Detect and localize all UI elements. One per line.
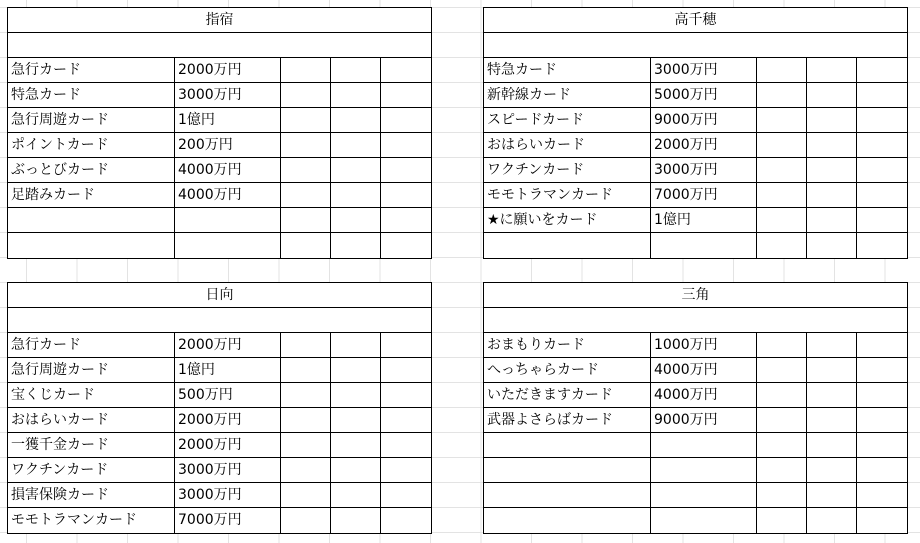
card-name-cell[interactable]: おまもりカード xyxy=(484,333,651,357)
card-price-cell[interactable]: 3000万円 xyxy=(651,58,757,82)
table-row xyxy=(8,483,431,508)
card-name-cell[interactable]: ★に願いをカード xyxy=(484,208,651,232)
table-row xyxy=(8,508,431,533)
card-name-cell[interactable]: 武器よさらばカード xyxy=(484,408,651,432)
empty-cell[interactable] xyxy=(281,208,331,232)
card-price-cell[interactable]: 9000万円 xyxy=(651,108,757,132)
card-name-cell[interactable] xyxy=(8,233,175,258)
card-price-cell[interactable]: 2000万円 xyxy=(175,333,281,357)
empty-cell[interactable] xyxy=(281,333,331,357)
empty-cell[interactable] xyxy=(807,508,857,533)
card-price-cell[interactable]: 1億円 xyxy=(651,208,757,232)
empty-cell[interactable] xyxy=(757,108,807,132)
empty-cell[interactable] xyxy=(381,158,431,182)
table-row xyxy=(484,233,907,258)
empty-cell[interactable] xyxy=(857,383,907,407)
table-row xyxy=(8,233,431,258)
card-name-cell[interactable]: 急行周遊カード xyxy=(8,358,175,382)
card-price-cell[interactable] xyxy=(651,458,757,482)
empty-cell[interactable] xyxy=(281,458,331,482)
table-row xyxy=(8,58,431,83)
empty-cell[interactable] xyxy=(857,108,907,132)
table-row xyxy=(484,83,907,108)
empty-cell[interactable] xyxy=(857,233,907,258)
empty-cell[interactable] xyxy=(807,408,857,432)
empty-cell[interactable] xyxy=(281,108,331,132)
card-name-cell[interactable]: ぶっとびカード xyxy=(8,158,175,182)
table-row xyxy=(8,208,431,233)
card-name-cell[interactable]: 新幹線カード xyxy=(484,83,651,107)
empty-cell[interactable] xyxy=(331,358,381,382)
card-price-cell[interactable] xyxy=(651,433,757,457)
empty-cell[interactable] xyxy=(281,183,331,207)
card-price-cell[interactable]: 4000万円 xyxy=(651,358,757,382)
table-row xyxy=(8,108,431,133)
card-name-cell[interactable]: 足踏みカード xyxy=(8,183,175,207)
table-row xyxy=(8,183,431,208)
card-name-cell[interactable] xyxy=(484,233,651,258)
card-price-cell[interactable]: 3000万円 xyxy=(175,483,281,507)
empty-cell[interactable] xyxy=(381,433,431,457)
empty-cell[interactable] xyxy=(281,58,331,82)
empty-cell[interactable] xyxy=(807,58,857,82)
table-row xyxy=(484,208,907,233)
card-name-cell[interactable]: いただきますカード xyxy=(484,383,651,407)
empty-cell[interactable] xyxy=(757,158,807,182)
empty-cell[interactable] xyxy=(281,133,331,157)
card-name-cell[interactable]: モモトラマンカード xyxy=(484,183,651,207)
card-price-cell[interactable] xyxy=(175,233,281,258)
shop-table-hyuga xyxy=(7,282,432,534)
card-price-cell[interactable]: 9000万円 xyxy=(651,408,757,432)
empty-cell[interactable] xyxy=(381,208,431,232)
card-name-cell[interactable]: 急行カード xyxy=(8,58,175,82)
card-price-cell[interactable]: 2000万円 xyxy=(175,58,281,82)
empty-cell[interactable] xyxy=(331,483,381,507)
empty-cell[interactable] xyxy=(381,483,431,507)
empty-cell[interactable] xyxy=(757,508,807,533)
card-price-cell[interactable]: 1000万円 xyxy=(651,333,757,357)
table-row xyxy=(8,133,431,158)
card-name-cell[interactable] xyxy=(484,433,651,457)
empty-cell[interactable] xyxy=(281,233,331,258)
card-name-cell[interactable] xyxy=(484,508,651,533)
empty-cell[interactable] xyxy=(857,183,907,207)
table-row xyxy=(8,358,431,383)
table-row xyxy=(484,158,907,183)
blank-row[interactable] xyxy=(8,308,431,333)
card-price-cell[interactable] xyxy=(175,208,281,232)
empty-cell[interactable] xyxy=(281,83,331,107)
card-price-cell[interactable]: 3000万円 xyxy=(175,458,281,482)
empty-cell[interactable] xyxy=(331,458,381,482)
table-row xyxy=(484,58,907,83)
empty-cell[interactable] xyxy=(331,133,381,157)
empty-cell[interactable] xyxy=(807,133,857,157)
blank-row[interactable] xyxy=(484,33,907,58)
empty-cell[interactable] xyxy=(807,108,857,132)
empty-cell[interactable] xyxy=(281,408,331,432)
empty-cell[interactable] xyxy=(807,333,857,357)
empty-cell[interactable] xyxy=(331,433,381,457)
shop-table-ibusuki xyxy=(7,7,432,259)
empty-cell[interactable] xyxy=(381,408,431,432)
empty-cell[interactable] xyxy=(857,58,907,82)
empty-cell[interactable] xyxy=(281,383,331,407)
card-price-cell[interactable]: 7000万円 xyxy=(175,508,281,533)
empty-cell[interactable] xyxy=(381,108,431,132)
table-row xyxy=(484,458,907,483)
table-row xyxy=(8,158,431,183)
empty-cell[interactable] xyxy=(331,408,381,432)
empty-cell[interactable] xyxy=(281,508,331,533)
card-price-cell[interactable] xyxy=(651,483,757,507)
table-row xyxy=(8,458,431,483)
empty-cell[interactable] xyxy=(381,133,431,157)
table-title[interactable]: 三角 xyxy=(484,283,907,308)
card-price-cell[interactable]: 2000万円 xyxy=(175,433,281,457)
card-name-cell[interactable]: スピードカード xyxy=(484,108,651,132)
table-row xyxy=(8,408,431,433)
card-name-cell[interactable]: 一獲千金カード xyxy=(8,433,175,457)
card-price-cell[interactable]: 4000万円 xyxy=(175,158,281,182)
empty-cell[interactable] xyxy=(331,233,381,258)
empty-cell[interactable] xyxy=(381,458,431,482)
empty-cell[interactable] xyxy=(381,83,431,107)
table-title[interactable]: 日向 xyxy=(8,283,431,308)
empty-cell[interactable] xyxy=(331,158,381,182)
table-title[interactable]: 指宿 xyxy=(8,8,431,33)
card-name-cell[interactable]: 特急カード xyxy=(484,58,651,82)
table-row xyxy=(484,408,907,433)
card-price-cell[interactable]: 3000万円 xyxy=(651,158,757,182)
empty-cell[interactable] xyxy=(757,83,807,107)
table-row xyxy=(484,333,907,358)
empty-cell[interactable] xyxy=(857,158,907,182)
empty-cell[interactable] xyxy=(857,208,907,232)
empty-cell[interactable] xyxy=(807,458,857,482)
empty-cell[interactable] xyxy=(331,83,381,107)
empty-cell[interactable] xyxy=(757,208,807,232)
card-name-cell[interactable]: ワクチンカード xyxy=(484,158,651,182)
shop-table-misumi xyxy=(483,282,908,534)
table-row xyxy=(8,333,431,358)
empty-cell[interactable] xyxy=(381,383,431,407)
shop-table-takachiho xyxy=(483,7,908,259)
table-row xyxy=(484,383,907,408)
empty-cell[interactable] xyxy=(281,158,331,182)
blank-row[interactable] xyxy=(484,308,907,333)
empty-cell[interactable] xyxy=(857,133,907,157)
empty-cell[interactable] xyxy=(807,233,857,258)
card-price-cell[interactable]: 1億円 xyxy=(175,358,281,382)
table-row xyxy=(8,383,431,408)
card-name-cell[interactable] xyxy=(484,458,651,482)
table-row xyxy=(484,483,907,508)
card-price-cell[interactable]: 4000万円 xyxy=(175,183,281,207)
card-price-cell[interactable]: 1億円 xyxy=(175,108,281,132)
card-price-cell[interactable]: 500万円 xyxy=(175,383,281,407)
empty-cell[interactable] xyxy=(857,508,907,533)
empty-cell[interactable] xyxy=(381,58,431,82)
empty-cell[interactable] xyxy=(757,58,807,82)
empty-cell[interactable] xyxy=(331,383,381,407)
empty-cell[interactable] xyxy=(331,183,381,207)
card-name-cell[interactable]: 急行周遊カード xyxy=(8,108,175,132)
table-row xyxy=(484,433,907,458)
empty-cell[interactable] xyxy=(807,483,857,507)
empty-cell[interactable] xyxy=(857,458,907,482)
empty-cell[interactable] xyxy=(331,208,381,232)
empty-cell[interactable] xyxy=(381,358,431,382)
empty-cell[interactable] xyxy=(281,483,331,507)
empty-cell[interactable] xyxy=(857,483,907,507)
empty-cell[interactable] xyxy=(757,433,807,457)
card-price-cell[interactable] xyxy=(651,233,757,258)
empty-cell[interactable] xyxy=(757,383,807,407)
blank-row[interactable] xyxy=(8,33,431,58)
empty-cell[interactable] xyxy=(857,408,907,432)
empty-cell[interactable] xyxy=(331,508,381,533)
empty-cell[interactable] xyxy=(807,358,857,382)
card-name-cell[interactable]: 損害保険カード xyxy=(8,483,175,507)
card-name-cell[interactable]: 宝くじカード xyxy=(8,383,175,407)
card-name-cell[interactable]: 特急カード xyxy=(8,83,175,107)
empty-cell[interactable] xyxy=(757,358,807,382)
empty-cell[interactable] xyxy=(807,83,857,107)
card-name-cell[interactable]: おはらいカード xyxy=(8,408,175,432)
card-name-cell[interactable]: ポイントカード xyxy=(8,133,175,157)
empty-cell[interactable] xyxy=(807,208,857,232)
card-price-cell[interactable] xyxy=(651,508,757,533)
table-row xyxy=(484,133,907,158)
empty-cell[interactable] xyxy=(757,133,807,157)
card-price-cell[interactable]: 2000万円 xyxy=(175,408,281,432)
empty-cell[interactable] xyxy=(381,233,431,258)
empty-cell[interactable] xyxy=(807,183,857,207)
card-name-cell[interactable]: おはらいカード xyxy=(484,133,651,157)
empty-cell[interactable] xyxy=(757,333,807,357)
empty-cell[interactable] xyxy=(857,433,907,457)
card-price-cell[interactable]: 2000万円 xyxy=(651,133,757,157)
empty-cell[interactable] xyxy=(857,333,907,357)
empty-cell[interactable] xyxy=(857,83,907,107)
card-price-cell[interactable]: 5000万円 xyxy=(651,83,757,107)
empty-cell[interactable] xyxy=(331,108,381,132)
card-name-cell[interactable]: へっちゃらカード xyxy=(484,358,651,382)
card-name-cell[interactable]: ワクチンカード xyxy=(8,458,175,482)
empty-cell[interactable] xyxy=(757,458,807,482)
table-row xyxy=(484,508,907,533)
table-row xyxy=(484,358,907,383)
empty-cell[interactable] xyxy=(281,358,331,382)
card-price-cell[interactable]: 7000万円 xyxy=(651,183,757,207)
empty-cell[interactable] xyxy=(807,433,857,457)
empty-cell[interactable] xyxy=(757,483,807,507)
empty-cell[interactable] xyxy=(331,58,381,82)
table-title[interactable]: 高千穂 xyxy=(484,8,907,33)
empty-cell[interactable] xyxy=(857,358,907,382)
table-row xyxy=(8,83,431,108)
card-name-cell[interactable]: 急行カード xyxy=(8,333,175,357)
card-price-cell[interactable]: 200万円 xyxy=(175,133,281,157)
card-name-cell[interactable] xyxy=(8,208,175,232)
table-row xyxy=(484,108,907,133)
empty-cell[interactable] xyxy=(381,508,431,533)
empty-cell[interactable] xyxy=(281,433,331,457)
card-name-cell[interactable] xyxy=(484,483,651,507)
table-row xyxy=(484,183,907,208)
card-name-cell[interactable]: モモトラマンカード xyxy=(8,508,175,533)
empty-cell[interactable] xyxy=(381,183,431,207)
card-price-cell[interactable]: 3000万円 xyxy=(175,83,281,107)
empty-cell[interactable] xyxy=(757,233,807,258)
empty-cell[interactable] xyxy=(381,333,431,357)
table-row xyxy=(8,433,431,458)
empty-cell[interactable] xyxy=(807,158,857,182)
card-price-cell[interactable]: 4000万円 xyxy=(651,383,757,407)
empty-cell[interactable] xyxy=(807,383,857,407)
empty-cell[interactable] xyxy=(757,183,807,207)
empty-cell[interactable] xyxy=(331,333,381,357)
empty-cell[interactable] xyxy=(757,408,807,432)
